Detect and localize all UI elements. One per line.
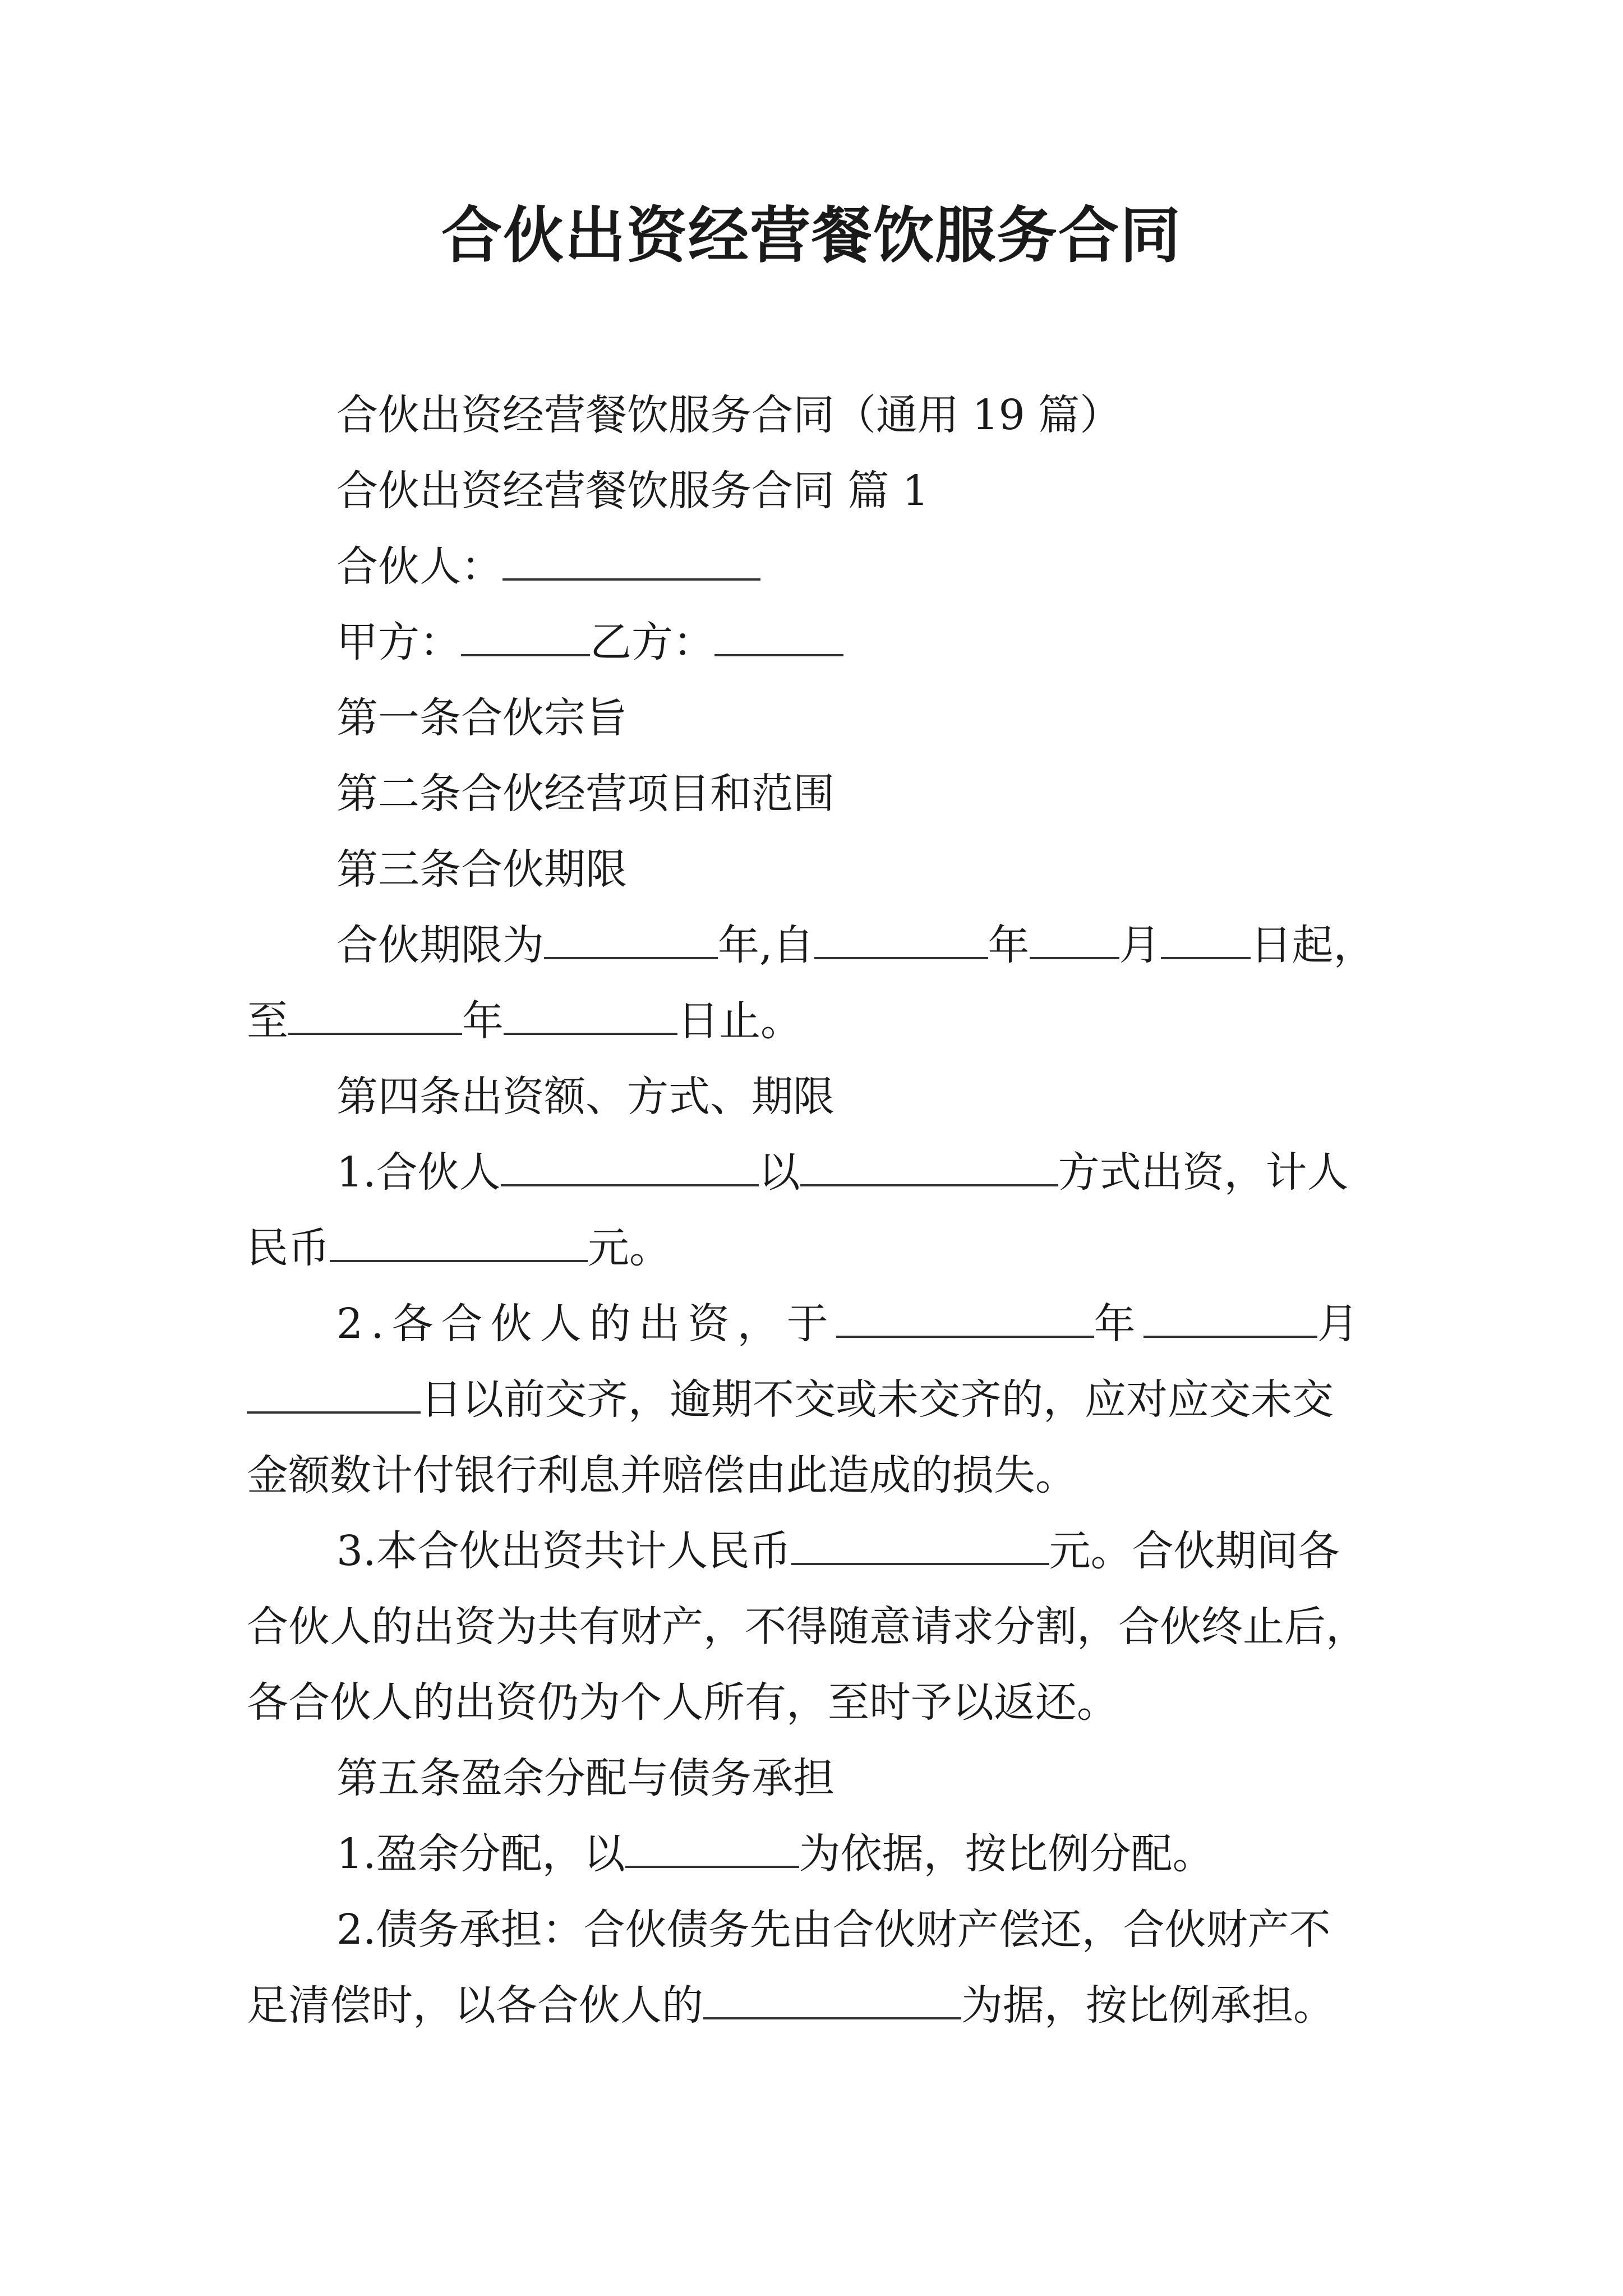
document-subtitle: 合伙出资经营餐饮服务合同（通用 19 篇） [336,391,1122,439]
item-text: 2.各合伙人的出资，于 [336,1300,836,1348]
item-4-1-line-1 [336,1139,1349,1206]
term-text: 日止。 [677,997,802,1045]
due-year-blank [836,1299,1094,1338]
term-text: 日起， [1250,921,1375,969]
due-month-blank [1144,1299,1317,1338]
party-b-blank [714,617,843,656]
due-day-blank [247,1374,421,1414]
item-text: 3.本合伙出资共计人民币 [336,1527,791,1575]
term-start-year-blank [814,920,988,959]
contribution-amount-blank [330,1223,588,1262]
item-4-3-line-3: 各合伙人的出资仍为个人所有，至时予以返还。 [247,1678,1118,1727]
term-years-blank [544,920,718,959]
item-text: 为据，按比例承担。 [961,1981,1335,2030]
party-a-blank [461,617,590,656]
item-4-1-line-2 [247,1214,671,1282]
item-text: 民币 [247,1224,330,1272]
item-4-2-line-2 [247,1366,1334,1433]
term-end-day-blank [504,996,677,1035]
party-a-label: 甲方： [336,618,461,666]
article-2-heading: 第二条合伙经营项目和范围 [336,770,834,818]
partner-blank [502,541,760,581]
total-contribution-blank [791,1526,1049,1565]
item-4-2-line-3: 金额数计付银行利息并赔偿由此造成的损失。 [247,1451,1077,1499]
term-start-month-blank [1030,920,1119,959]
item-5-2-line-2 [247,1972,1335,2039]
term-start-day-blank [1161,920,1251,959]
term-line-2 [247,987,802,1055]
distribution-basis-blank [625,1829,799,1868]
item-text: 日以前交齐，逾期不交或未交齐的，应对应交未交 [421,1375,1334,1424]
partner-line [336,533,760,600]
article-3-heading: 第三条合伙期限 [336,845,627,894]
parties-line [336,609,843,676]
item-5-2-line-1: 2.债务承担：合伙债务先由合伙财产偿还，合伙财产不 [336,1906,1331,1954]
item-text: 方式出资，计人 [1058,1148,1349,1197]
document-title: 合伙出资经营餐饮服务合同 [441,200,1182,271]
contribution-method-blank [800,1147,1058,1186]
item-text: 年 [1094,1300,1144,1348]
article-4-heading: 第四条出资额、方式、期限 [336,1073,834,1121]
item-text: 以 [758,1148,800,1197]
item-text: 1.合伙人 [336,1148,501,1197]
item-text: 1.盈余分配，以 [336,1830,625,1878]
item-5-1-line-1 [336,1820,1214,1888]
partner-label: 合伙人： [336,542,502,591]
party-b-label: 乙方： [590,618,714,666]
term-line-1 [336,912,1375,979]
part-heading: 合伙出资经营餐饮服务合同 篇 1 [336,467,929,515]
item-text: 足清偿时，以各合伙人的 [247,1981,703,2030]
item-text: 元。 [588,1224,671,1272]
term-text: 合伙期限为 [336,921,544,969]
term-text: 月 [1119,921,1161,969]
term-text: 年 [462,997,504,1045]
term-end-year-blank [288,996,462,1035]
item-text: 元。合伙期间各 [1049,1527,1340,1575]
term-text: 年,自 [718,921,814,969]
contributor-blank [501,1147,759,1186]
item-4-2-line-1 [336,1290,1367,1358]
term-text: 至 [247,997,288,1045]
term-text: 年 [988,921,1030,969]
liability-basis-blank [703,1980,961,2019]
article-1-heading: 第一条合伙宗旨 [336,694,627,742]
item-4-3-line-2: 合伙人的出资为共有财产，不得随意请求分割，合伙终止后， [247,1603,1367,1651]
item-4-3-line-1 [336,1517,1340,1585]
item-text: 为依据，按比例分配。 [799,1830,1214,1878]
article-5-heading: 第五条盈余分配与债务承担 [336,1754,834,1802]
item-text: 月 [1317,1300,1367,1348]
